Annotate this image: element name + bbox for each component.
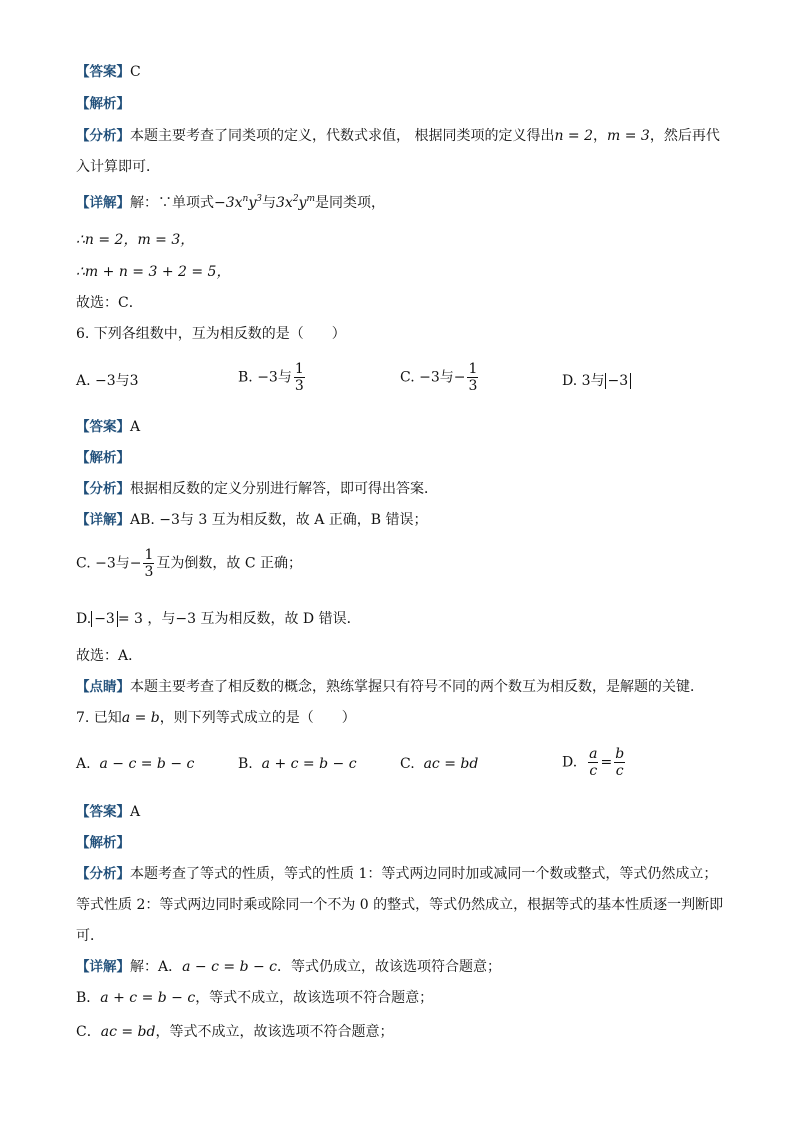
xiangjie-text: ，等式不成立，故该选项不符合题意； (195, 990, 434, 1006)
q6-xiangjie-3 (76, 609, 361, 629)
q6-stem (76, 324, 346, 344)
xiangjie-text: C． (76, 1024, 101, 1040)
math-expression: a = b (121, 710, 160, 726)
xiangjie-text: AB. −3与 3 互为相反数，故 A 正确，B 错误； (130, 512, 428, 528)
dianjing-text: 本题主要考查了相反数的概念，熟练掌握只有符号不同的两个数互为相反数，是解题的关键． (130, 679, 704, 695)
xiangjie-text: 解：A． (130, 959, 183, 975)
math-expression: a − c = b − c (182, 959, 278, 975)
xiangjie-text: D. (76, 611, 92, 627)
answer-value: C (130, 64, 141, 80)
fenxi-text: 根据相反数的定义分别进行解答，即可得出答案． (130, 481, 438, 497)
math-expression: a + c = b − c (100, 990, 196, 1006)
fenxi-text: 入计算即可． (76, 159, 160, 175)
denominator: c (615, 763, 624, 779)
q6-choose (76, 646, 142, 666)
mono-2-coef: 3x (276, 195, 293, 211)
dianjing-tag: 【点睛】 (76, 679, 130, 695)
q5-fenxi-line-2 (76, 157, 160, 177)
q5-xiangjie-line (76, 193, 385, 213)
option-label: C. (400, 756, 415, 772)
fenxi-text: 可． (76, 928, 104, 944)
xiangjie-text: B． (76, 990, 101, 1006)
q6-fenxi (76, 479, 438, 499)
q7-xiangjie-2 (76, 988, 433, 1008)
xiangjie-tag: 【详解】 (76, 959, 130, 975)
option-text: D. 3与 (562, 373, 605, 389)
denominator: c (589, 763, 598, 779)
fraction (467, 361, 478, 394)
numerator: b (615, 746, 625, 762)
option-label: B. (238, 756, 253, 772)
xiangjie-text: ．等式仍成立，故该选项符合题意； (277, 959, 502, 975)
option-math: ac = bd (423, 756, 479, 772)
mono-1-coef: −3x (214, 195, 243, 211)
fraction (614, 746, 625, 779)
xiangjie-text: 解：∵单项式 (130, 195, 214, 211)
option-text: A. −3与3 (76, 373, 139, 389)
answer-tag: 【答案】 (76, 64, 130, 80)
step-text: ∴n = 2，m = 3， (76, 232, 195, 248)
q6-option-d (562, 370, 631, 390)
mono-1-y: y (248, 195, 257, 211)
q5-step-1 (76, 230, 194, 250)
q7-answer (76, 802, 140, 822)
fraction (294, 361, 305, 394)
q7-fenxi-line-2 (76, 895, 723, 915)
q7-analysis-heading (76, 833, 130, 853)
mono-2-xexp: 2 (292, 194, 299, 204)
q7-xiangjie-3 (76, 1022, 393, 1042)
math-m: m = 3 (607, 128, 650, 144)
q6-dianjing (76, 677, 704, 697)
fenxi-tag: 【分析】 (76, 128, 130, 144)
step-text: ∴m + n = 3 + 2 = 5， (76, 264, 231, 280)
math-expression: ac = bd (100, 1024, 156, 1040)
xiangjie-text: = 3 ，与−3 互为相反数，故 D 错误． (117, 611, 361, 627)
fenxi-text: 本题考查了等式的性质，等式的性质 1：等式两边同时加或减同一个数或整式，等式仍然成立； (130, 866, 718, 882)
denominator: 3 (294, 378, 304, 394)
q7-option-c (400, 756, 478, 772)
mono-1-yexp: 3 (256, 194, 262, 204)
q5-fenxi-line-1 (76, 126, 720, 146)
q5-choose (76, 293, 143, 313)
fraction (588, 746, 598, 779)
numerator: a (589, 746, 598, 762)
and-text: 与 (262, 195, 276, 211)
q6-option-a (76, 370, 139, 390)
xiangjie-text: 互为倒数，故 C 正确； (156, 555, 303, 572)
separator: ， (593, 128, 608, 144)
xiangjie-tag: 【详解】 (76, 195, 130, 211)
option-text: C. −3与− (400, 369, 466, 386)
q7-option-a (76, 756, 194, 772)
mono-2-yexp: m (306, 194, 316, 204)
xiangjie-text: 是同类项， (315, 195, 386, 211)
q6-xiangjie-1 (76, 510, 428, 530)
q6-analysis-heading (76, 448, 130, 468)
q7-fenxi-line-1 (76, 864, 717, 884)
mono-1-xexp: n (242, 194, 249, 204)
option-text: B. −3与 (238, 369, 292, 386)
q6-answer (76, 417, 140, 437)
option-math: a − c = b − c (99, 756, 195, 772)
equals-sign: = (600, 754, 613, 771)
answer-tag: 【答案】 (76, 804, 130, 820)
absolute-value: −3 (605, 373, 632, 389)
q7-xiangjie-1 (76, 957, 501, 977)
monomial-1 (214, 195, 262, 211)
choose-text: 故选：C． (76, 295, 143, 311)
xiangjie-text: ，等式不成立，故该选项不符合题意； (155, 1024, 394, 1040)
denominator: 3 (468, 378, 478, 394)
q5-step-2 (76, 262, 230, 282)
q5-analysis-heading (76, 94, 130, 114)
q6-xiangjie-2 (76, 547, 302, 580)
xiangjie-tag: 【详解】 (76, 512, 130, 528)
option-label: A. (76, 756, 91, 772)
option-math: a + c = b − c (261, 756, 357, 772)
analysis-tag: 【解析】 (76, 450, 130, 466)
q6-option-b (238, 361, 307, 394)
fenxi-text: 等式性质 2：等式两边同时乘或除同一个不为 0 的整式，等式仍然成立，根据等式的基本性质逐一判断即 (76, 897, 724, 913)
choose-text: 故选：A． (76, 648, 143, 664)
analysis-tag: 【解析】 (76, 835, 130, 851)
numerator: 1 (144, 547, 154, 563)
answer-value: A (130, 419, 141, 435)
fenxi-text: 本题主要考查了同类项的定义，代数式求值， 根据同类项的定义得出 (130, 128, 555, 144)
option-label: D. (562, 754, 578, 771)
q5-answer (76, 62, 141, 82)
answer-value: A (130, 804, 141, 820)
fenxi-tag: 【分析】 (76, 866, 130, 882)
fenxi-tag: 【分析】 (76, 481, 130, 497)
analysis-tag: 【解析】 (76, 96, 130, 112)
answer-tag: 【答案】 (76, 419, 130, 435)
q6-option-c (400, 361, 480, 394)
q7-fenxi-line-3 (76, 926, 104, 946)
denominator: 3 (144, 564, 154, 580)
q7-option-d (562, 746, 627, 779)
question-stem: 6. 下列各组数中，互为相反数的是（ ） (76, 326, 346, 342)
question-stem: ，则下列等式成立的是（ ） (159, 710, 356, 726)
monomial-2 (276, 195, 315, 211)
q7-stem (76, 708, 356, 728)
absolute-value: −3 (91, 611, 118, 627)
q7-option-b (238, 756, 357, 772)
math-n: n = 2 (554, 128, 594, 144)
fraction (143, 547, 154, 580)
xiangjie-text: C. −3与− (76, 555, 142, 572)
numerator: 1 (468, 361, 478, 377)
numerator: 1 (294, 361, 304, 377)
question-stem: 7. 已知 (76, 710, 122, 726)
mono-2-y: y (298, 195, 307, 211)
fenxi-text: ，然后再代 (649, 128, 720, 144)
